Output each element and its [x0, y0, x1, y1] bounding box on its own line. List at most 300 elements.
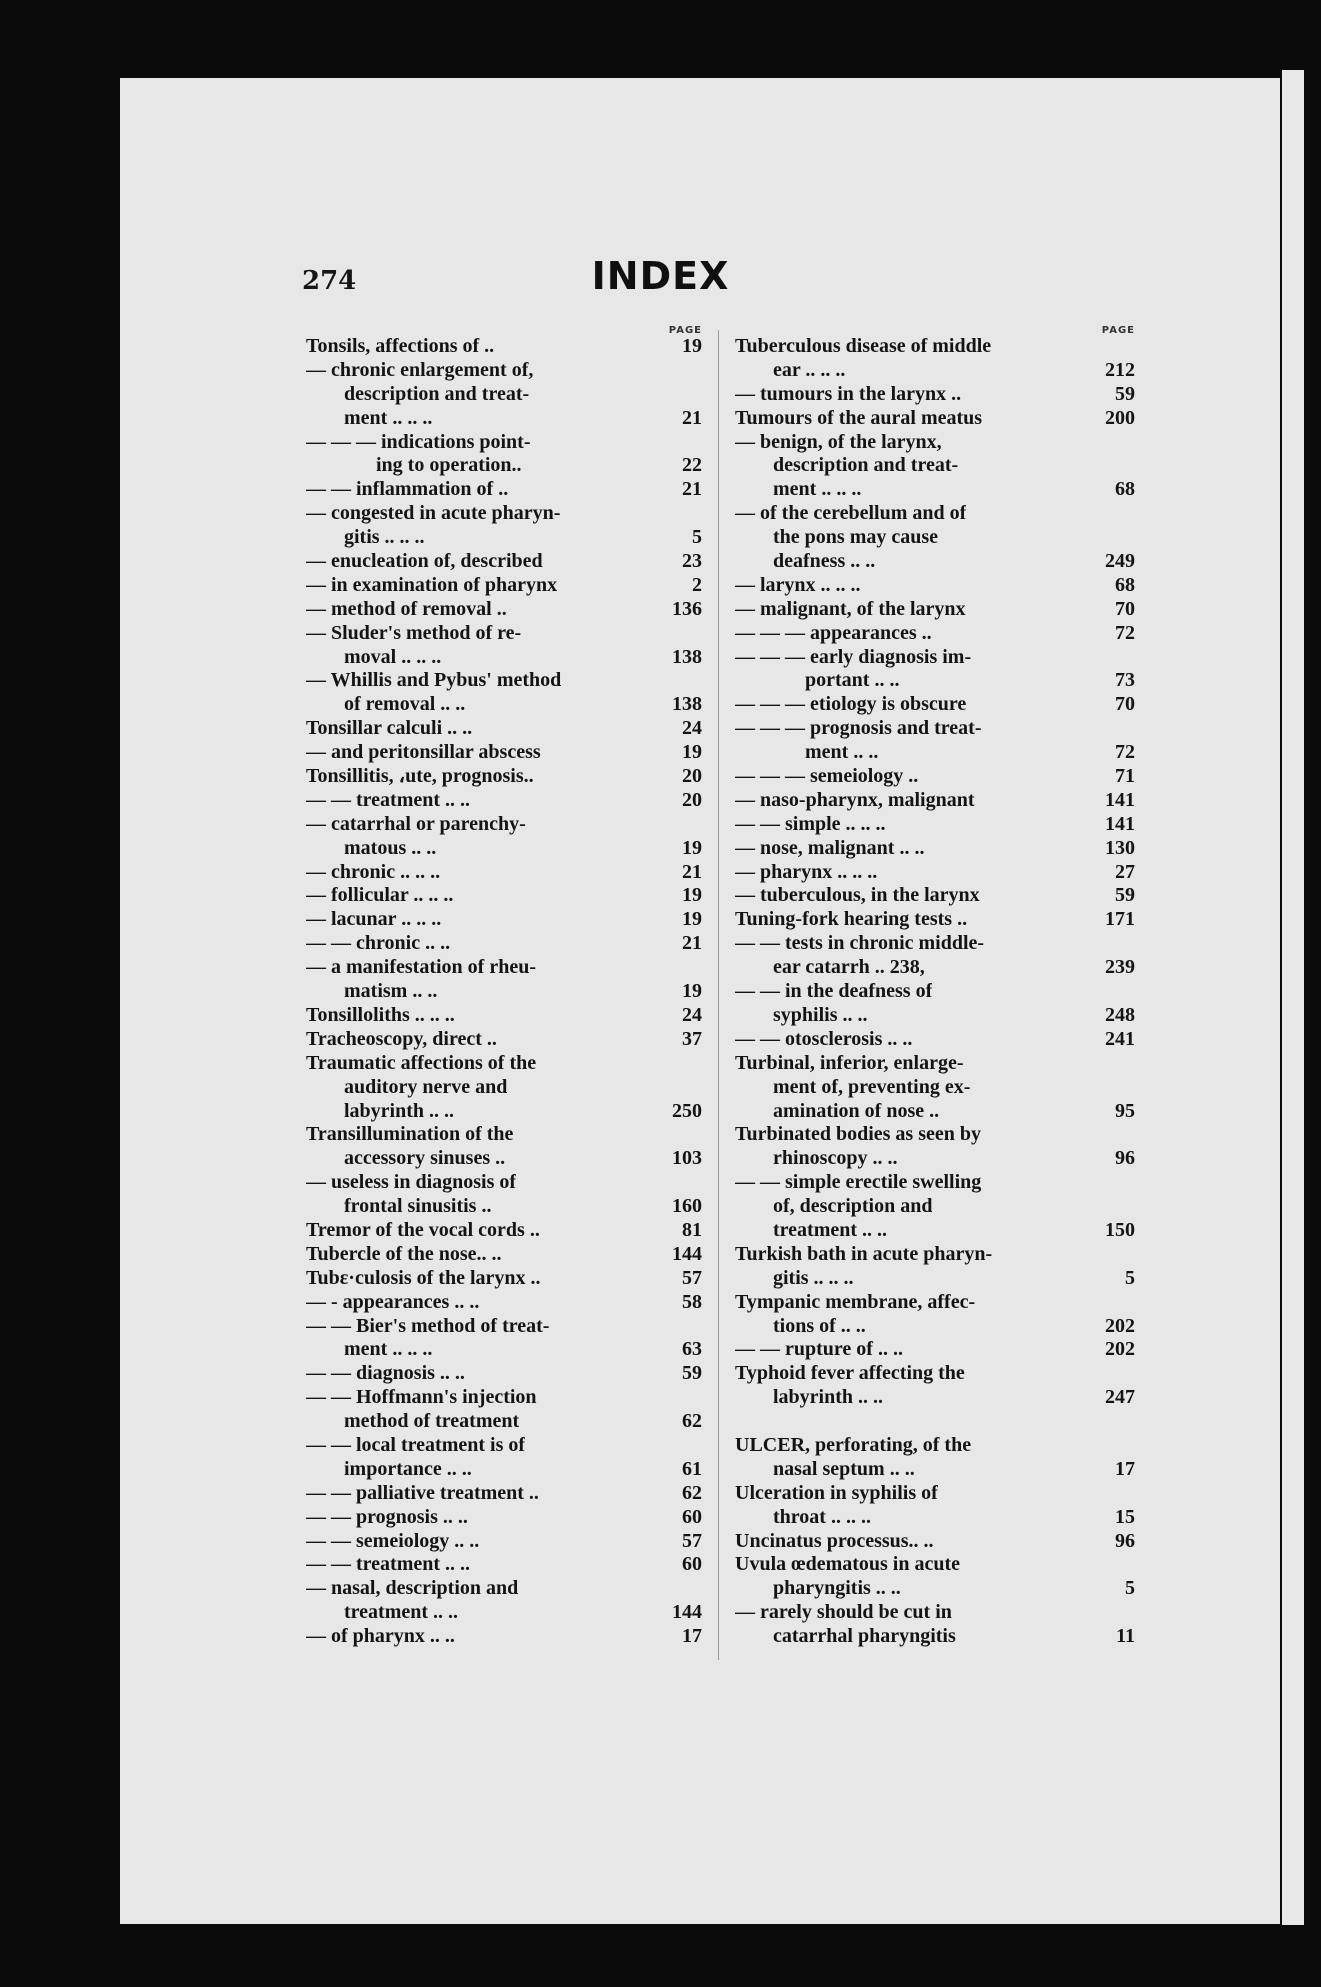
index-entry-text: — — semeiology .. .. [306, 1529, 480, 1552]
index-entry-text: — nose, malignant .. .. [735, 836, 925, 859]
index-entry-page: 81 [682, 1218, 702, 1241]
index-entry [306, 693, 702, 717]
index-entry [735, 741, 1135, 765]
index-entry [306, 550, 702, 574]
index-entry-text: Traumatic affections of the [306, 1051, 537, 1074]
index-entry-page: 150 [1105, 1218, 1135, 1241]
index-entry-text: — — rupture of .. .. [735, 1338, 903, 1361]
index-entry-page: 202 [1105, 1338, 1135, 1361]
index-entry [306, 646, 702, 670]
index-entry [735, 1171, 1135, 1195]
index-entry [306, 1338, 702, 1362]
index-column-right [735, 325, 1135, 1649]
index-entry-text: — benign, of the larynx, [735, 430, 942, 453]
index-entries [735, 335, 1135, 1649]
index-entry-page: 27 [1115, 860, 1135, 883]
index-entry-text: ing to operation.. [376, 454, 522, 477]
column-divider [718, 330, 719, 1660]
index-entry [306, 1052, 702, 1076]
index-entry-text: Uvula œdematous in acute [735, 1553, 961, 1576]
index-entry [735, 1243, 1135, 1267]
index-entry [735, 1147, 1135, 1171]
index-entry-text: — — chronic .. .. [306, 932, 451, 955]
index-entry [735, 574, 1135, 598]
index-entry-text: — — inflammation of .. [306, 478, 509, 501]
index-entry-text: Tracheoscopy, direct .. [306, 1027, 497, 1050]
index-entry [735, 1410, 1135, 1434]
index-entry-text: — — treatment .. .. [306, 1553, 471, 1576]
index-entry-page: 63 [682, 1338, 702, 1361]
index-entry [306, 526, 702, 550]
index-entry-text: — — palliative treatment .. [306, 1481, 539, 1504]
index-entry [735, 407, 1135, 431]
index-entry [735, 1601, 1135, 1625]
index-entry-text: — — Hoffmann's injection [306, 1386, 537, 1409]
index-entry [735, 1076, 1135, 1100]
index-entry [306, 1410, 702, 1434]
index-entry-text: Tympanic membrane, affec- [735, 1290, 976, 1313]
index-entry-text: Tubε·culosis of the larynx .. [306, 1266, 541, 1289]
index-entry-page: 24 [682, 1003, 702, 1026]
index-entry [735, 837, 1135, 861]
index-entry [735, 693, 1135, 717]
index-entry [306, 1315, 702, 1339]
index-entry [735, 1434, 1135, 1458]
index-entry-text: ment .. .. .. [344, 406, 433, 429]
index-entry-page: 23 [682, 550, 702, 573]
index-entry-page: 15 [1115, 1505, 1135, 1528]
index-entry-text: Turbinated bodies as seen by [735, 1123, 981, 1146]
index-entry-text: — — tests in chronic middle- [735, 932, 985, 955]
index-entry-page: 62 [682, 1410, 702, 1433]
index-entry-text: Tubercle of the nose.. .. [306, 1242, 502, 1265]
index-entry-text: nasal septum .. .. [773, 1457, 915, 1480]
index-entry-text: ment .. .. [805, 741, 879, 764]
page-column-header: PAGE [1101, 325, 1135, 336]
index-entry [735, 1386, 1135, 1410]
index-entry-text: — malignant, of the larynx [735, 597, 966, 620]
index-entry-page: 20 [682, 765, 702, 788]
index-entry [735, 861, 1135, 885]
index-entry-text: Ulceration in syphilis of [735, 1481, 938, 1504]
index-entry-page: 19 [682, 980, 702, 1003]
index-entry-page: 72 [1115, 621, 1135, 644]
index-entry-text: tions of .. .. [773, 1314, 866, 1337]
index-entry-text: — larynx .. .. .. [735, 573, 861, 596]
index-entry-page: 60 [682, 1553, 702, 1576]
index-entry-page: 72 [1115, 741, 1135, 764]
index-entry [306, 1291, 702, 1315]
index-entry [735, 1458, 1135, 1482]
index-entry-page: 17 [1115, 1457, 1135, 1480]
index-entry [735, 1219, 1135, 1243]
index-entry-page: 144 [672, 1242, 702, 1265]
index-entry-text: Turkish bath in acute pharyn- [735, 1242, 993, 1265]
index-entry-text: — Sluder's method of re- [306, 621, 522, 644]
index-entry-page: 24 [682, 717, 702, 740]
index-entry [306, 861, 702, 885]
index-entry-text: the pons may cause [773, 526, 939, 549]
index-entry [735, 1362, 1135, 1386]
index-entry-text: throat .. .. .. [773, 1505, 871, 1528]
index-entry [735, 813, 1135, 837]
index-entry [735, 884, 1135, 908]
page-title: INDEX [591, 254, 730, 298]
index-entry [735, 1315, 1135, 1339]
index-entry-page: 21 [682, 932, 702, 955]
index-entry-page: 70 [1115, 693, 1135, 716]
index-entry-page: 21 [682, 860, 702, 883]
index-entry [735, 1291, 1135, 1315]
index-entry-text: deafness .. .. [773, 550, 876, 573]
index-entry [306, 1601, 702, 1625]
index-entry-text: — — otosclerosis .. .. [735, 1027, 913, 1050]
scan-frame-edge [1282, 70, 1304, 1925]
index-entry-page: 241 [1105, 1027, 1135, 1050]
index-entry [306, 1171, 702, 1195]
index-entry-page: 5 [1125, 1577, 1135, 1600]
index-entry-text: — in examination of pharynx [306, 573, 558, 596]
index-entry [735, 1195, 1135, 1219]
index-entry [306, 789, 702, 813]
index-entry [306, 932, 702, 956]
index-entry [735, 1338, 1135, 1362]
index-entry-page: 171 [1105, 908, 1135, 931]
index-entry [306, 956, 702, 980]
index-entry-text: frontal sinusitis .. [344, 1195, 492, 1218]
index-entry [306, 478, 702, 502]
index-entry-text: pharyngitis .. .. [773, 1577, 901, 1600]
index-entry [306, 1076, 702, 1100]
index-entry [306, 1362, 702, 1386]
index-entry-text: Turbinal, inferior, enlarge- [735, 1051, 964, 1074]
index-entry-page: 73 [1115, 669, 1135, 692]
index-entry-page: 249 [1105, 550, 1135, 573]
index-entry [735, 932, 1135, 956]
index-entry-page: 136 [672, 597, 702, 620]
index-entry [735, 502, 1135, 526]
index-entry [735, 1506, 1135, 1530]
index-entry-page: 62 [682, 1481, 702, 1504]
index-entry [306, 1267, 702, 1291]
index-entry-text: — Whillis and Pybus' method [306, 669, 562, 692]
index-entry-text: — chronic enlargement of, [306, 358, 534, 381]
index-entry [306, 1434, 702, 1458]
index-entry [306, 598, 702, 622]
index-entry-page: 202 [1105, 1314, 1135, 1337]
index-entry-text: treatment .. .. [344, 1601, 459, 1624]
index-entry-page: 22 [682, 454, 702, 477]
index-entry-text: — naso-pharynx, malignant [735, 788, 975, 811]
index-entry-text: — chronic .. .. .. [306, 860, 441, 883]
index-entry-text: Uncinatus processus.. .. [735, 1529, 934, 1552]
index-entry-page: 96 [1115, 1147, 1135, 1170]
index-entry-page: 19 [682, 741, 702, 764]
index-entry-text: — congested in acute pharyn- [306, 502, 561, 525]
index-entry [306, 837, 702, 861]
index-entry [306, 1506, 702, 1530]
index-entry-page: 5 [1125, 1266, 1135, 1289]
index-entry-page: 250 [672, 1099, 702, 1122]
index-entry-page: 200 [1105, 406, 1135, 429]
index-entry [306, 1577, 702, 1601]
index-entry [735, 646, 1135, 670]
index-entry [306, 1482, 702, 1506]
index-entry-page: 248 [1105, 1003, 1135, 1026]
index-entry [735, 1052, 1135, 1076]
index-entry [735, 765, 1135, 789]
index-entry-page: 70 [1115, 597, 1135, 620]
index-entry [306, 908, 702, 932]
index-entry-text: accessory sinuses .. [344, 1147, 506, 1170]
index-entry [735, 1100, 1135, 1124]
index-entry-text: Tonsillar calculi .. .. [306, 717, 473, 740]
index-entry-text: — pharynx .. .. .. [735, 860, 878, 883]
index-entry [306, 335, 702, 359]
index-entry-text: of, description and [773, 1195, 933, 1218]
index-entry-page: 141 [1105, 788, 1135, 811]
index-entry-text: labyrinth .. .. [773, 1386, 884, 1409]
index-entry [735, 789, 1135, 813]
index-entry-text: ear .. .. .. [773, 358, 846, 381]
index-entry [306, 1458, 702, 1482]
index-entry [306, 884, 702, 908]
index-entry-text: ment .. .. .. [773, 478, 862, 501]
index-entry-text: — and peritonsillar abscess [306, 741, 541, 764]
index-entry-page: 57 [682, 1529, 702, 1552]
index-entry-text: — — diagnosis .. .. [306, 1362, 465, 1385]
index-entry [306, 454, 702, 478]
index-entry-text: — method of removal .. [306, 597, 507, 620]
index-entry [306, 407, 702, 431]
index-entry-page: 11 [1116, 1625, 1135, 1648]
index-entry [306, 1625, 702, 1649]
index-entry-text: — — Bier's method of treat- [306, 1314, 550, 1337]
index-entry-text: labyrinth .. .. [344, 1099, 455, 1122]
index-entry-text: — — simple erectile swelling [735, 1171, 982, 1194]
index-entry-text: description and treat- [344, 382, 530, 405]
index-entry-page: 20 [682, 788, 702, 811]
index-entry-text: rhinoscopy .. .. [773, 1147, 898, 1170]
index-entry-text: — — simple .. .. .. [735, 812, 886, 835]
index-entry-text: — — — etiology is obscure [735, 693, 967, 716]
index-entry [306, 980, 702, 1004]
index-entry-text: — - appearances .. .. [306, 1290, 480, 1313]
index-entry-text: catarrhal pharyngitis [773, 1625, 956, 1648]
index-entry [306, 1195, 702, 1219]
index-entry-text: ULCER, perforating, of the [735, 1433, 972, 1456]
index-entry [735, 717, 1135, 741]
index-entry-page: 5 [692, 526, 702, 549]
index-entry [735, 598, 1135, 622]
index-entry [735, 526, 1135, 550]
index-column-left [306, 325, 702, 1649]
index-entry-text: Tremor of the vocal cords .. [306, 1218, 540, 1241]
index-entry [306, 1219, 702, 1243]
index-entry-page: 160 [672, 1195, 702, 1218]
index-entry [306, 502, 702, 526]
index-entry-page: 17 [682, 1625, 702, 1648]
index-entry [306, 765, 702, 789]
index-entry [735, 335, 1135, 359]
index-entry-page: 21 [682, 406, 702, 429]
index-entry-text: amination of nose .. [773, 1099, 940, 1122]
index-entry [735, 1004, 1135, 1028]
index-entry-text: portant .. .. [805, 669, 900, 692]
index-entry [306, 1123, 702, 1147]
index-entry [735, 956, 1135, 980]
index-entry [735, 1482, 1135, 1506]
index-entry [735, 908, 1135, 932]
index-entry-page: 58 [682, 1290, 702, 1313]
index-entry-page: 68 [1115, 573, 1135, 596]
index-entry [306, 622, 702, 646]
index-entry-text: matous .. .. [344, 836, 437, 859]
index-entry [735, 669, 1135, 693]
index-entry-page: 144 [672, 1601, 702, 1624]
index-entry-text: Tonsils, affections of .. [306, 335, 495, 357]
index-entry-text: — — — appearances .. [735, 621, 932, 644]
index-entry-text: auditory nerve and [344, 1075, 508, 1098]
index-entry [735, 550, 1135, 574]
index-entry [735, 1553, 1135, 1577]
index-entry-text: moval .. .. .. [344, 645, 442, 668]
index-entry [735, 431, 1135, 455]
index-entry [735, 1625, 1135, 1649]
index-entry-text: — — — semeiology .. [735, 765, 919, 788]
index-entry-text: — enucleation of, described [306, 550, 543, 573]
index-entry-text: Tonsillitis, ،ute, prognosis.. [306, 765, 534, 788]
index-entries [306, 335, 702, 1649]
index-entry [735, 1577, 1135, 1601]
index-entry [306, 669, 702, 693]
index-entry-page: 60 [682, 1505, 702, 1528]
index-entry-page: 71 [1115, 765, 1135, 788]
index-entry-page: 95 [1115, 1099, 1135, 1122]
index-entry-page: 68 [1115, 478, 1135, 501]
index-entry-page: 239 [1105, 956, 1135, 979]
index-entry [306, 1100, 702, 1124]
index-entry-page: 57 [682, 1266, 702, 1289]
index-entry [306, 359, 702, 383]
index-entry-text: — of the cerebellum and of [735, 502, 967, 525]
index-entry-page: 96 [1115, 1529, 1135, 1552]
index-entry-text: — rarely should be cut in [735, 1601, 952, 1624]
index-entry-page: 130 [1105, 836, 1135, 859]
page-column-header: PAGE [668, 325, 702, 336]
index-entry [306, 383, 702, 407]
index-entry-text: ear catarrh .. 238, [773, 956, 925, 979]
index-entry-text: treatment .. .. [773, 1218, 888, 1241]
index-entry-text: method of treatment [344, 1410, 520, 1433]
index-entry [735, 1530, 1135, 1554]
index-entry [306, 1243, 702, 1267]
index-entry-page: 19 [682, 908, 702, 931]
index-entry-text: Tonsilloliths .. .. .. [306, 1003, 455, 1026]
index-entry-text: — — in the deafness of [735, 980, 933, 1003]
index-entry [306, 1004, 702, 1028]
index-entry-page: 19 [682, 836, 702, 859]
index-entry-text: syphilis .. .. [773, 1003, 868, 1026]
index-entry [735, 1267, 1135, 1291]
index-entry-page: 59 [1115, 884, 1135, 907]
index-entry [735, 383, 1135, 407]
index-entry-text: — tumours in the larynx .. [735, 382, 962, 405]
index-entry-page: 247 [1105, 1386, 1135, 1409]
index-entry-text: ment of, preventing ex- [773, 1075, 971, 1098]
index-entry [306, 717, 702, 741]
index-entry-text: — lacunar .. .. .. [306, 908, 442, 931]
index-entry-text: Typhoid fever affecting the [735, 1362, 965, 1385]
index-entry [735, 454, 1135, 478]
index-entry-text: description and treat- [773, 454, 959, 477]
index-entry-text: — — prognosis .. .. [306, 1505, 468, 1528]
index-entry [306, 574, 702, 598]
index-entry [735, 1123, 1135, 1147]
index-entry [306, 1553, 702, 1577]
index-entry-page: 61 [682, 1457, 702, 1480]
index-entry [306, 431, 702, 455]
index-entry-text: importance .. .. [344, 1457, 472, 1480]
index-entry-text: gitis .. .. .. [344, 526, 425, 549]
index-entry-text: — a manifestation of rheu- [306, 956, 536, 979]
index-entry-text: — follicular .. .. .. [306, 884, 454, 907]
index-entry [306, 1530, 702, 1554]
index-entry-text: Tumours of the aural meatus [735, 406, 983, 429]
index-entry-page: 2 [692, 573, 702, 596]
index-entry [306, 741, 702, 765]
index-entry-page: 19 [682, 335, 702, 357]
index-entry-text: — useless in diagnosis of [306, 1171, 517, 1194]
index-entry-page: 138 [672, 645, 702, 668]
index-entry [306, 1028, 702, 1052]
index-entry-text: Tuberculous disease of middle [735, 335, 992, 357]
index-entry-page: 212 [1105, 358, 1135, 381]
index-entry-text: — — treatment .. .. [306, 788, 471, 811]
index-entry-text: — catarrhal or parenchy- [306, 812, 526, 835]
page-number: 274 [302, 266, 357, 296]
index-entry-page: 59 [1115, 382, 1135, 405]
index-entry [735, 1028, 1135, 1052]
index-entry [306, 1386, 702, 1410]
index-entry [735, 478, 1135, 502]
index-entry-text: — — local treatment is of [306, 1433, 526, 1456]
index-entry-text: gitis .. .. .. [773, 1266, 854, 1289]
index-entry [735, 980, 1135, 1004]
index-entry-page: 59 [682, 1362, 702, 1385]
index-entry-text: — nasal, description and [306, 1577, 519, 1600]
index-entry-text: — — — indications point- [306, 430, 531, 453]
index-entry-page: 103 [672, 1147, 702, 1170]
index-entry-page: 37 [682, 1027, 702, 1050]
index-entry [306, 813, 702, 837]
index-entry-text: Transillumination of the [306, 1123, 514, 1146]
index-entry-text: — tuberculous, in the larynx [735, 884, 980, 907]
index-entry [306, 1147, 702, 1171]
index-entry-page: 21 [682, 478, 702, 501]
index-entry [735, 359, 1135, 383]
index-entry-text: Tuning-fork hearing tests .. [735, 908, 968, 931]
index-entry-text: — — — prognosis and treat- [735, 717, 982, 740]
index-entry-text: ment .. .. .. [344, 1338, 433, 1361]
index-entry-page: 19 [682, 884, 702, 907]
index-entry-text: — — — early diagnosis im- [735, 645, 972, 668]
index-entry-text: — of pharynx .. .. [306, 1625, 455, 1648]
index-entry-text: matism .. .. [344, 980, 438, 1003]
index-entry [735, 622, 1135, 646]
index-entry-text: of removal .. .. [344, 693, 466, 716]
index-entry-page: 138 [672, 693, 702, 716]
